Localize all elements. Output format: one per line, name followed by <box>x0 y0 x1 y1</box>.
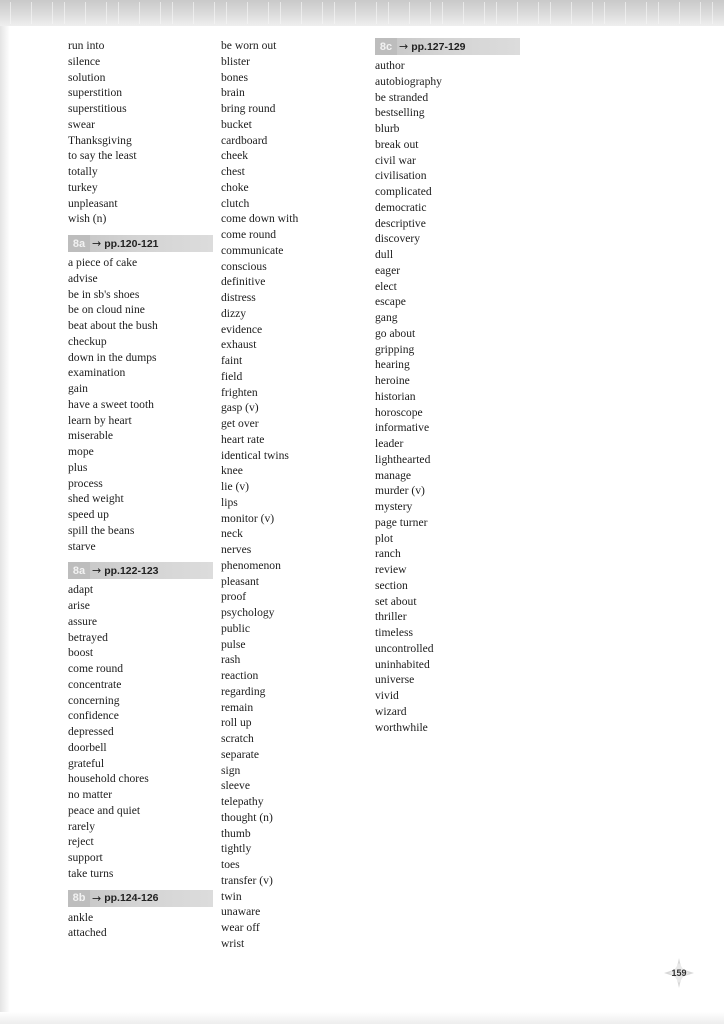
vocab-word: depressed <box>68 725 114 738</box>
vocab-word: bones <box>221 70 249 84</box>
vocab-word: leader <box>375 437 404 450</box>
vocab-word: escape <box>375 295 406 309</box>
left-edge-shadow <box>0 26 10 1024</box>
word-list <box>68 38 213 227</box>
vocab-word: superstition <box>68 86 123 100</box>
vocab-word: attached <box>68 926 107 940</box>
vocab-word: frighten <box>221 385 258 399</box>
vocab-word: support <box>68 851 103 864</box>
vocab-word: wizard <box>375 704 407 718</box>
vocab-word: wrist <box>221 936 245 950</box>
vocab-word: psychology <box>221 606 275 619</box>
vocab-word: go about <box>375 326 416 340</box>
vocab-word: definitive <box>221 275 266 289</box>
vocab-word: doorbell <box>68 740 107 754</box>
vocab-word: regarding <box>221 684 266 698</box>
vocab-word: tightly <box>221 842 252 856</box>
vocab-word: cardboard <box>221 133 268 147</box>
vocab-word: thought (n) <box>221 810 273 824</box>
vocab-word: take turns <box>68 866 114 880</box>
vocab-word: discovery <box>375 232 421 246</box>
vocab-word: betrayed <box>68 630 108 644</box>
vocab-word: hearing <box>375 358 410 372</box>
vocab-word: page turner <box>375 515 428 529</box>
section-tag: 8a <box>68 235 90 252</box>
vocab-word: be in sb's shoes <box>68 287 140 301</box>
vocab-word: dull <box>375 248 394 261</box>
vocab-word: mystery <box>375 500 413 513</box>
vocab-word: brain <box>221 86 245 100</box>
vocab-word: manage <box>375 468 412 482</box>
vocab-word: be worn out <box>221 39 277 52</box>
vocab-word: separate <box>221 747 259 761</box>
vocab-word: review <box>375 563 407 576</box>
bottom-edge-shadow <box>0 1012 724 1024</box>
vocab-word: democratic <box>375 200 427 214</box>
column-3 <box>375 38 520 735</box>
vocab-word: concentrate <box>68 677 122 691</box>
word-list <box>68 582 213 881</box>
vocab-word: lighthearted <box>375 452 431 466</box>
vocab-word: thumb <box>221 826 251 840</box>
arrow-icon: → <box>399 40 409 53</box>
section-pages: pp.120-121 <box>104 237 159 250</box>
section-tag: 8b <box>68 890 90 907</box>
word-list <box>68 910 213 942</box>
vocab-word: choke <box>221 180 249 194</box>
vocab-word: identical twins <box>221 448 289 462</box>
vocab-word: blurb <box>375 122 400 135</box>
vocab-word: concerning <box>68 693 120 707</box>
vocab-word: swear <box>68 117 96 131</box>
vocab-word: starve <box>68 539 96 553</box>
word-list <box>375 58 520 735</box>
vocab-word: reject <box>68 835 94 849</box>
vocab-word: autobiography <box>375 74 442 88</box>
vocab-word: checkup <box>68 334 107 348</box>
vocab-word: come round <box>221 228 277 241</box>
vocab-word: public <box>221 621 250 635</box>
vocab-word: thriller <box>375 610 407 624</box>
vocab-word: process <box>68 476 103 490</box>
vocab-word: learn by heart <box>68 413 132 427</box>
vocab-word: plus <box>68 460 88 474</box>
vocab-word: advise <box>68 271 98 285</box>
vocab-word: communicate <box>221 243 284 257</box>
vocab-word: transfer (v) <box>221 873 273 887</box>
vocab-word: lie (v) <box>221 480 250 493</box>
vocab-word: reaction <box>221 669 259 682</box>
vocab-word: nerves <box>221 543 252 556</box>
vocab-word: wear off <box>221 921 260 934</box>
column-1 <box>68 38 213 941</box>
vocab-word: examination <box>68 366 126 380</box>
vocab-word: eager <box>375 263 401 277</box>
vocab-word: bucket <box>221 117 252 131</box>
vocab-word: complicated <box>375 185 432 198</box>
vocab-word: run into <box>68 39 105 52</box>
section-header <box>68 562 213 579</box>
vocab-word: wish (n) <box>68 212 107 226</box>
vocab-word: shed weight <box>68 492 124 506</box>
vocab-word: field <box>221 369 243 383</box>
vocab-word: cheek <box>221 149 249 163</box>
vocab-word: be stranded <box>375 90 429 104</box>
vocab-word: dizzy <box>221 306 247 320</box>
vocab-word: gasp (v) <box>221 401 259 415</box>
vocab-word: assure <box>68 614 97 628</box>
vocab-word: boost <box>68 646 94 660</box>
vocab-word: clutch <box>221 196 250 210</box>
column-2 <box>221 38 366 952</box>
vocab-word: turkey <box>68 180 98 194</box>
vocab-word: heart rate <box>221 432 265 446</box>
vocab-word: come round <box>68 662 124 675</box>
vocab-word: evidence <box>221 322 263 336</box>
vocab-word: gripping <box>375 342 415 356</box>
vocab-word: heroine <box>375 374 410 387</box>
vocab-word: silence <box>68 54 101 68</box>
vocab-word: miserable <box>68 429 114 443</box>
vocab-word: solution <box>68 70 106 84</box>
arrow-icon: → <box>92 237 102 250</box>
vocab-word: historian <box>375 389 416 403</box>
vocab-word: phenomenon <box>221 558 281 572</box>
page-number-badge <box>664 958 694 988</box>
section-header <box>375 38 520 55</box>
vocab-word: roll up <box>221 716 252 730</box>
vocab-word: come down with <box>221 212 299 226</box>
vocab-word: conscious <box>221 259 267 273</box>
vocab-word: exhaust <box>221 338 257 352</box>
vocab-word: peace and quiet <box>68 803 141 817</box>
section-tag: 8c <box>375 38 397 55</box>
vocab-word: faint <box>221 354 243 367</box>
vocab-word: worthwhile <box>375 720 428 734</box>
vocab-word: gain <box>68 382 88 395</box>
vocab-word: vivid <box>375 689 399 702</box>
vocab-word: informative <box>375 421 430 435</box>
vocab-word: mope <box>68 445 94 458</box>
vocab-word: descriptive <box>375 216 426 230</box>
vocab-word: break out <box>375 137 419 151</box>
vocab-word: neck <box>221 527 243 541</box>
section-header <box>68 890 213 907</box>
vocab-word: get over <box>221 417 259 430</box>
vocab-word: confidence <box>68 709 119 723</box>
vocab-word: superstitious <box>68 102 127 115</box>
vocab-word: gang <box>375 311 398 324</box>
vocab-word: rarely <box>68 819 96 833</box>
vocab-word: spill the beans <box>68 523 135 537</box>
vocab-word: ranch <box>375 547 401 561</box>
vocab-word: have a sweet tooth <box>68 397 154 411</box>
vocab-word: unaware <box>221 905 261 919</box>
vocab-word: grateful <box>68 756 105 770</box>
vocab-word: adapt <box>68 583 94 597</box>
vocab-word: horoscope <box>375 405 423 419</box>
vocab-word: civil war <box>375 153 416 167</box>
vocab-word: be on cloud nine <box>68 303 145 317</box>
arrow-icon: → <box>92 564 102 578</box>
vocab-word: blister <box>221 54 250 68</box>
vocab-word: unpleasant <box>68 196 118 210</box>
vocab-word: pleasant <box>221 574 259 588</box>
vocab-word: bring round <box>221 102 276 115</box>
vocab-word: section <box>375 578 408 592</box>
vocab-word: bestselling <box>375 106 425 120</box>
vocab-word: knee <box>221 464 243 478</box>
vocab-word: Thanksgiving <box>68 133 132 147</box>
vocab-word: timeless <box>375 626 413 639</box>
vocab-word: remain <box>221 700 254 714</box>
section-header <box>68 235 213 252</box>
vocab-word: speed up <box>68 508 109 521</box>
vocab-word: totally <box>68 165 98 178</box>
section-pages: pp.127-129 <box>411 40 466 53</box>
vocab-word: pulse <box>221 637 246 651</box>
vocab-word: monitor (v) <box>221 511 275 525</box>
section-pages: pp.124-126 <box>104 892 159 904</box>
vocab-word: sleeve <box>221 779 250 793</box>
vocab-word: no matter <box>68 788 113 801</box>
vocab-word: to say the least <box>68 149 137 163</box>
vocab-word: set about <box>375 594 417 608</box>
vocab-word: universe <box>375 673 415 687</box>
word-list <box>68 255 213 554</box>
page-top-band <box>0 0 724 26</box>
vocab-word: elect <box>375 279 397 293</box>
vocab-word: sign <box>221 763 241 777</box>
word-list <box>221 38 366 952</box>
vocab-word: down in the dumps <box>68 350 157 364</box>
vocab-word: author <box>375 59 405 72</box>
vocab-word: a piece of cake <box>68 256 138 269</box>
vocab-word: lips <box>221 495 238 509</box>
vocab-word: telepathy <box>221 795 264 808</box>
vocab-word: uncontrolled <box>375 641 434 655</box>
vocab-word: murder (v) <box>375 484 425 498</box>
arrow-icon: → <box>92 891 102 905</box>
vocab-word: beat about the bush <box>68 319 158 332</box>
vocab-word: toes <box>221 858 240 871</box>
vocab-word: distress <box>221 291 256 304</box>
vocab-word: twin <box>221 889 242 903</box>
vocab-word: proof <box>221 590 247 604</box>
section-pages: pp.122-123 <box>104 564 159 577</box>
vocab-word: civilisation <box>375 169 427 183</box>
vocab-word: uninhabited <box>375 657 430 671</box>
vocab-word: rash <box>221 653 241 667</box>
section-tag: 8a <box>68 562 90 579</box>
vocab-word: chest <box>221 165 245 178</box>
vocab-word: plot <box>375 531 394 545</box>
vocab-word: ankle <box>68 910 94 924</box>
page-number: 159 <box>671 968 687 978</box>
vocab-word: household chores <box>68 772 149 786</box>
vocab-word: arise <box>68 599 90 612</box>
vocab-word: scratch <box>221 732 254 745</box>
